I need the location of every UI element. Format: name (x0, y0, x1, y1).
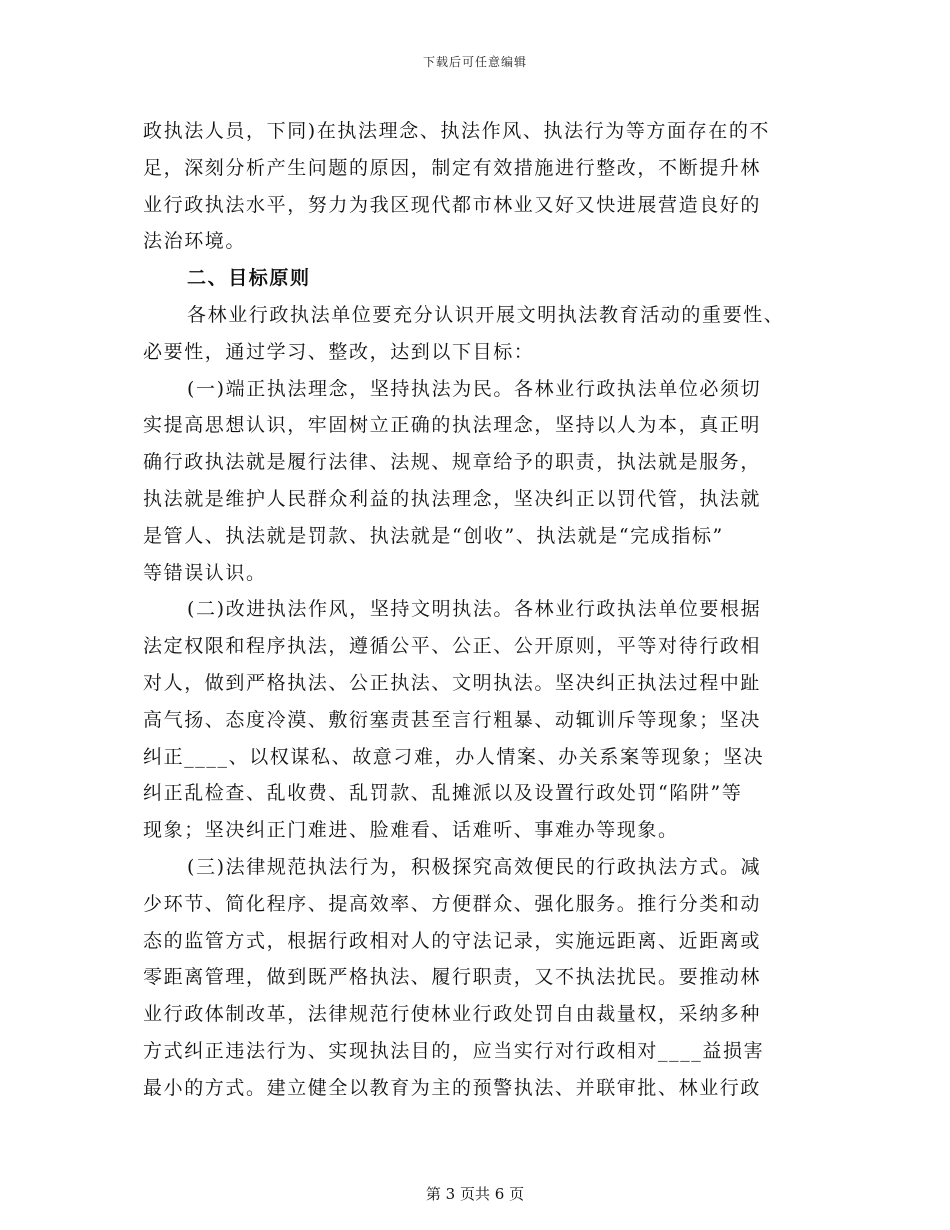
text-line: 执法就是维护人民群众利益的执法理念，坚决纠正以罚代管，执法就 (143, 487, 762, 510)
text-line: 零距离管理，做到既严格执法、履行职责，又不执法扰民。要推动林 (143, 966, 762, 989)
text-line: 最小的方式。建立健全以教育为主的预警执法、并联审批、林业行政 (143, 1076, 762, 1099)
text-line: (二)改进执法作风，坚持文明执法。各林业行政执法单位要根据 (187, 598, 762, 621)
header-note: 下载后可任意编辑 (422, 55, 527, 69)
text-line: 态的监管方式，根据行政相对人的守法记录，实施远距离、近距离或 (143, 929, 762, 952)
text-line: 法治环境。 (143, 230, 247, 253)
text-line: 方式纠正违法行为、实现执法目的，应当实行对行政相对____益损害 (143, 1039, 765, 1062)
text-line: 少环节、简化程序、提高效率、方便群众、强化服务。推行分类和动 (143, 892, 762, 915)
text-line: 业行政体制改革，法律规范行使林业行政处罚自由裁量权，采纳多种 (143, 1003, 762, 1026)
text-line: 等错误认识。 (143, 561, 267, 584)
text-line: 足，深刻分析产生问题的原因，制定有效措施进行整改，不断提升林 (143, 156, 762, 179)
text-line: 现象；坚决纠正门难进、脸难看、话难听、事难办等现象。 (143, 819, 679, 842)
text-line: 高气扬、态度冷漠、敷衍塞责甚至言行粗暴、动辄训斥等现象；坚决 (143, 708, 762, 731)
text-line: 实提高思想认识，牢固树立正确的执法理念，坚持以人为本，真正明 (143, 414, 762, 437)
section-heading: 二、目标原则 (187, 267, 311, 290)
page-number: 第 3 页共 6 页 (425, 1185, 525, 1203)
text-line: 是管人、执法就是罚款、执法就是“创收”、执法就是“完成指标” (143, 524, 724, 547)
text-line: (三)法律规范执法行为，积极探究高效便民的行政执法方式。减 (187, 855, 762, 878)
text-line: 纠正____、以权谋私、故意刁难，办人情案、办关系案等现象；坚决 (143, 745, 765, 768)
text-line: 业行政执法水平，努力为我区现代都市林业又好又快进展营造良好的 (143, 193, 762, 216)
text-line: 政执法人员，下同)在执法理念、执法作风、执法行为等方面存在的不 (143, 120, 771, 142)
text-line: 法定权限和程序执法，遵循公平、公正、公开原则，平等对待行政相 (143, 635, 762, 658)
text-line: 必要性，通过学习、整改，达到以下目标： (143, 340, 535, 363)
body-text (143, 113, 815, 1107)
text-line: 对人，做到严格执法、公正执法、文明执法。坚决纠正执法过程中趾 (143, 671, 762, 694)
text-line: 纠正乱检查、乱收费、乱罚款、乱摊派以及设置行政处罚“陷阱”等 (143, 782, 743, 805)
text-line: (一)端正执法理念，坚持执法为民。各林业行政执法单位必须切 (187, 377, 762, 400)
text-line: 确行政执法就是履行法律、法规、规章给予的职责，执法就是服务， (143, 451, 762, 474)
text-line: 各林业行政执法单位要充分认识开展文明执法教育活动的重要性、 (187, 303, 785, 326)
